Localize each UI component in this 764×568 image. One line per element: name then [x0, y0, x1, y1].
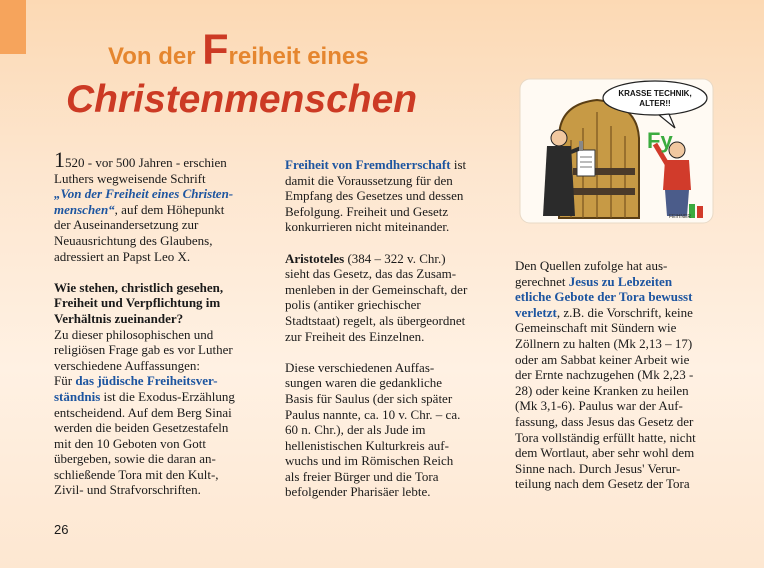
graffiti-text: Fy — [647, 128, 673, 153]
text-column-2: Freiheit von Fremdherrschaft ist damit die Voraussetzung für den Empfang des Gesetzes und dessen Befolgung. Freiheit und Gesetz konkurrieren nicht miteinander. Aristoteles (384 – 322 v. Chr.) sieht das Gesetz, das das Zusam- menleben in der Gemeinschaft, der polis (antiker griechischer Stadtstaat) regelt, als übergeordnet zur Freiheit des Einzelnen. Diese verschiedenen Auffas- sungen waren die gedankliche Basis für Saulus (der sich später Paulus nannte, ca. 10 v. Chr. – ca. 60 n. Chr.), der als Jude im hellenistischen Kulturkreis auf- wuchs und im Römischen Reich als freier Bürger und die Tora befolgender Pharisäer lebte. — [285, 157, 468, 500]
page-number: 26 — [54, 522, 69, 537]
theses-paper — [577, 150, 595, 176]
corner-tab — [0, 0, 26, 54]
page-title: Von der Freiheit eines — [108, 26, 369, 74]
svg-text:KRASSE TECHNIK,: KRASSE TECHNIK, — [618, 89, 692, 98]
title-initial: F — [202, 26, 229, 74]
artist-signature: FEIHNER — [669, 214, 691, 220]
drop-cap: 1 — [54, 147, 65, 172]
page-title-line2: Christenmenschen — [66, 78, 418, 121]
text-column-3: Den Quellen zufolge hat aus- gerechnet Jesus zu Lebzeiten etliche Gebote der Tora bewusst verletzt, z.B. die Vorschrift, keine Gemeinschaft mit Sündern wie Zöllnern zu halten (Mk 2,13 – 17) oder am Sabbat keiner Arbeit wie der Ernte nachzugehen (Mk 2,23 - 28) oder keine Kranken zu heilen (Mk 3,1-6). Paulus war der Auf- fassung, dass Jesus das Gesetz der Tora vollständig erfüllt hatte, nicht dem Wortlaut, aber sehr wohl dem Sinne nach. Durch Jesus' Verur- teilung nach dem Gesetz der Tora — [515, 258, 696, 492]
svg-text:ALTER!!: ALTER!! — [639, 99, 671, 108]
cartoon-illustration — [519, 78, 714, 224]
question-heading: Wie stehen, christlich gesehen, — [54, 279, 224, 295]
text-column-1: 1520 - vor 500 Jahren - erschien Luthers wegweisende Schrift „Von der Freiheit eines Christen- menschen“, auf dem Höhepunkt der Auseinandersetzung zur Neuausrichtung des Glaubens, adressiert an Papst Leo X. Wie stehen, christlich gesehen, Freiheit und Verpflichtung im Verhältnis zueinander? Zu dieser philosophischen und religiösen Frage gab es vor Luther verschiedene Auffassungen: Für das jüdische Freiheitsver- ständnis ist die Exodus-Erzählung entscheidend. Auf dem Berg Sinai werden die beiden Gesetzestafeln mit den 10 Geboten von Gott übergeben, sowie die daran an- schließende Tora mit den Kult-, Zivil- und Strafvorschriften. — [54, 147, 235, 498]
